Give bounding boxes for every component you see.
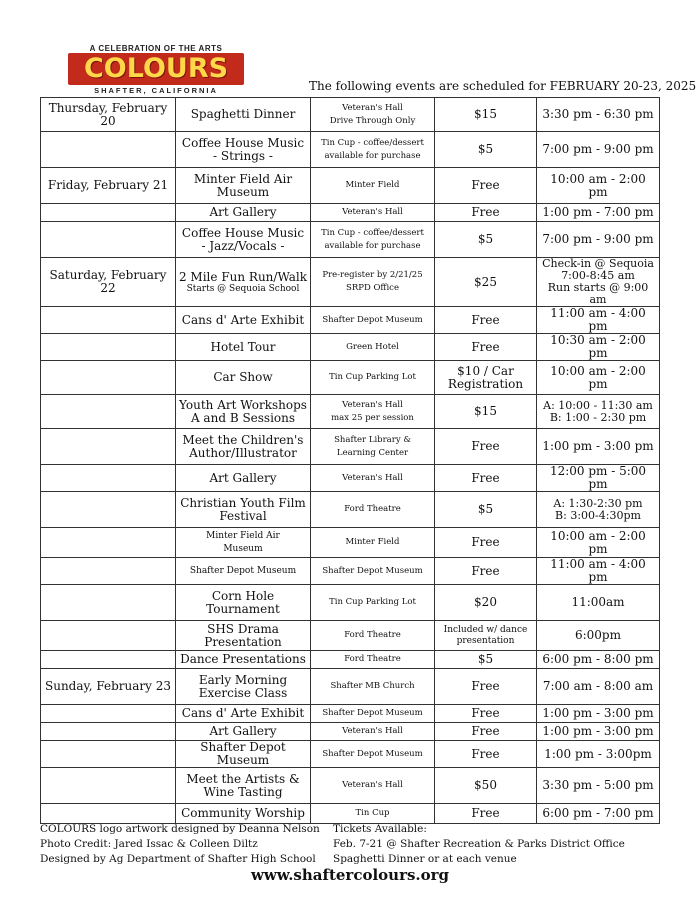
- price-cell-text: Free: [471, 706, 500, 720]
- venue-cell-text: Shafter Depot Museum: [322, 748, 423, 759]
- time-cell: [537, 204, 660, 222]
- day-cell: [41, 741, 176, 768]
- logo-wordmark: COLOURS: [83, 53, 229, 84]
- venue-cell: [311, 361, 435, 395]
- time-cell-text: 1:00 pm - 3:00 pm: [542, 724, 654, 738]
- event-cell-text: Art Gallery: [209, 724, 277, 738]
- venue-cell: [311, 98, 435, 132]
- credits-block: [40, 822, 320, 867]
- event-cell: [176, 204, 311, 222]
- table-row: [41, 804, 660, 824]
- price-cell: [435, 395, 537, 429]
- venue-cell-text: Tin Cup Parking Lot: [329, 372, 416, 382]
- time-cell: [537, 741, 660, 768]
- day-cell: [41, 705, 176, 723]
- day-cell: [41, 651, 176, 669]
- venue-cell: [311, 651, 435, 669]
- day-cell: [41, 395, 176, 429]
- event-cell: [176, 669, 311, 705]
- venue-cell-text: Tin Cup - coffee/dessert: [321, 227, 424, 238]
- time-cell: [537, 222, 660, 258]
- venue-cell: [311, 465, 435, 492]
- venue-cell-text: Green Hotel: [346, 341, 399, 352]
- price-cell: [435, 669, 537, 705]
- day-cell: [41, 768, 176, 804]
- day-cell: [41, 307, 176, 334]
- table-row: [41, 98, 660, 132]
- event-cell-text: Meet the Children's: [182, 432, 304, 447]
- website-link[interactable]: www.shaftercolours.org: [250, 866, 450, 884]
- table-row: [41, 651, 660, 669]
- tickets-line: Tickets Available:: [333, 823, 427, 835]
- event-cell-text: Minter Field Air: [206, 530, 280, 541]
- price-cell: [435, 741, 537, 768]
- time-cell-text: 6:00 pm - 7:00 pm: [542, 806, 654, 820]
- time-cell: [537, 395, 660, 429]
- venue-cell-text: Ford Theatre: [344, 504, 401, 514]
- price-cell-text: Free: [471, 312, 500, 327]
- price-cell: [435, 651, 537, 669]
- price-cell-text: $15: [474, 404, 497, 418]
- time-cell: [537, 651, 660, 669]
- venue-cell-text: Tin Cup - coffee/dessert: [321, 137, 424, 148]
- event-cell-text: 2 Mile Fun Run/Walk: [178, 269, 307, 284]
- price-cell-text: $15: [474, 107, 497, 121]
- time-cell: [537, 705, 660, 723]
- day-cell: [41, 585, 176, 621]
- event-cell-text: Dance Presentations: [180, 652, 306, 666]
- credit-line: Designed by Ag Department of Shafter High School: [40, 853, 316, 865]
- schedule-body: [41, 98, 660, 824]
- venue-cell-text: Shafter Depot Museum: [322, 565, 423, 576]
- day-cell: Thursday, February 20: [41, 98, 176, 132]
- time-cell: [537, 723, 660, 741]
- table-row: [41, 558, 660, 585]
- time-cell-text: 11:00am: [571, 595, 625, 609]
- event-cell: [176, 307, 311, 334]
- price-cell-text: Free: [471, 470, 500, 485]
- table-row: [41, 204, 660, 222]
- venue-cell: [311, 132, 435, 168]
- price-cell: [435, 168, 537, 204]
- time-cell-text: 7:00 pm - 9:00 pm: [542, 232, 654, 246]
- table-row: [41, 465, 660, 492]
- venue-cell: [311, 528, 435, 558]
- venue-cell-text: Minter Field: [345, 537, 400, 547]
- event-cell-text: Community Worship: [181, 806, 305, 820]
- price-cell-text: Free: [471, 724, 500, 738]
- venue-cell-text: Veteran's Hall: [342, 207, 403, 217]
- time-cell-text: 10:00 am - 2:00 pm: [550, 363, 646, 391]
- time-cell: [537, 558, 660, 585]
- time-cell: [537, 168, 660, 204]
- time-cell-text: 10:00 am - 2:00 pm: [550, 171, 646, 199]
- time-cell: [537, 669, 660, 705]
- venue-cell-text: Shafter Depot Museum: [322, 708, 423, 718]
- table-row: [41, 768, 660, 804]
- event-cell: [176, 258, 311, 307]
- schedule-intro: The following events are scheduled for FEBRUARY 20-23, 2025: [309, 79, 697, 93]
- time-cell: [537, 361, 660, 395]
- time-cell-text: 3:30 pm - 5:00 pm: [542, 778, 654, 792]
- price-cell-text: Free: [471, 806, 500, 820]
- time-cell: [537, 528, 660, 558]
- venue-cell: [311, 705, 435, 723]
- day-cell: [41, 723, 176, 741]
- price-cell: [435, 492, 537, 528]
- venue-cell-text: Veteran's Hall: [342, 726, 403, 736]
- price-cell-text: Free: [471, 339, 500, 354]
- venue-cell-text: Tin Cup: [355, 808, 390, 818]
- price-cell-text: Free: [471, 205, 500, 219]
- tickets-block: [333, 822, 625, 867]
- venue-cell-text: Minter Field: [345, 180, 400, 190]
- event-cell: [176, 768, 311, 804]
- day-cell: [41, 361, 176, 395]
- day-cell: [41, 465, 176, 492]
- logo-tagline: A CELEBRATION OF THE ARTS: [89, 44, 223, 53]
- time-cell-text: Check-in @ Sequoia: [542, 257, 654, 270]
- table-row: [41, 222, 660, 258]
- venue-cell-text: Pre-register by 2/21/25: [322, 270, 423, 280]
- logo-location: SHAFTER, CALIFORNIA: [94, 86, 218, 95]
- price-cell: [435, 528, 537, 558]
- price-cell: [435, 768, 537, 804]
- venue-cell-text: Shafter Library &: [334, 434, 411, 445]
- event-cell: [176, 132, 311, 168]
- logo-band: [68, 53, 244, 85]
- price-cell: [435, 429, 537, 465]
- time-cell: [537, 98, 660, 132]
- price-cell-text: Free: [471, 679, 500, 693]
- venue-cell-text: Shafter Depot Museum: [322, 314, 423, 325]
- price-cell: [435, 132, 537, 168]
- table-row: [41, 132, 660, 168]
- venue-cell-text: Shafter MB Church: [330, 681, 415, 691]
- event-cell: [176, 705, 311, 723]
- event-cell-text: Minter Field Air: [193, 171, 293, 186]
- day-cell: [41, 334, 176, 361]
- event-cell: [176, 528, 311, 558]
- price-cell: [435, 621, 537, 651]
- time-cell: [537, 465, 660, 492]
- time-cell-text: 10:30 am - 2:00 pm: [550, 333, 646, 360]
- time-cell-text: 7:00-8:45 am: [561, 269, 635, 282]
- event-cell: [176, 168, 311, 204]
- venue-cell-text: Veteran's Hall: [342, 399, 403, 410]
- time-cell-text: Run starts @ 9:00 am: [547, 281, 649, 306]
- colours-logo: [66, 44, 246, 96]
- time-cell-text: B: 1:00 - 2:30 pm: [549, 410, 647, 424]
- time-cell: [537, 621, 660, 651]
- event-cell-text: Christian Youth Film: [180, 495, 306, 510]
- event-cell-text: SHS Drama Presentation: [204, 621, 282, 649]
- day-cell: [41, 492, 176, 528]
- venue-cell: [311, 768, 435, 804]
- time-cell-text: 7:00 am - 8:00 am: [542, 679, 654, 693]
- price-cell-text: $10 / Car: [457, 363, 514, 378]
- venue-cell: [311, 222, 435, 258]
- day-cell: Sunday, February 23: [41, 669, 176, 705]
- table-row: [41, 258, 660, 307]
- event-cell-text: Art Gallery: [209, 205, 277, 219]
- event-cell: [176, 98, 311, 132]
- event-cell-text: Art Gallery: [209, 470, 277, 485]
- venue-cell-text: Tin Cup Parking Lot: [329, 597, 416, 607]
- price-cell-text: Free: [471, 563, 500, 578]
- venue-cell: [311, 204, 435, 222]
- price-cell: [435, 307, 537, 334]
- event-cell-text: A and B Sessions: [190, 410, 296, 425]
- venue-cell-text: Learning Center: [336, 447, 409, 458]
- event-cell: [176, 361, 311, 395]
- event-cell: [176, 723, 311, 741]
- event-cell: [176, 804, 311, 824]
- venue-cell: [311, 669, 435, 705]
- tickets-line: Feb. 7-21 @ Shafter Recreation & Parks District Office: [333, 838, 625, 850]
- event-cell-text: Festival: [219, 508, 267, 523]
- table-row: [41, 395, 660, 429]
- tickets-line: Spaghetti Dinner or at each venue: [333, 853, 517, 865]
- event-cell: [176, 395, 311, 429]
- price-cell-text: $5: [477, 142, 494, 156]
- price-cell: [435, 334, 537, 361]
- table-row: [41, 669, 660, 705]
- time-cell: [537, 132, 660, 168]
- table-row: [41, 585, 660, 621]
- day-cell: Friday, February 21: [41, 168, 176, 204]
- time-cell-text: 6:00 pm - 8:00 pm: [542, 652, 654, 666]
- event-cell-text: Meet the Artists &: [186, 771, 300, 786]
- day-cell: [41, 429, 176, 465]
- event-cell-text: Exercise Class: [198, 685, 288, 700]
- event-cell-text: Early Morning: [198, 672, 288, 687]
- time-cell: [537, 804, 660, 824]
- price-cell-text: Registration: [447, 376, 524, 391]
- time-cell-text: 11:00 am - 4:00 pm: [550, 557, 646, 584]
- event-subtitle: Starts @ Sequoia School: [186, 283, 300, 294]
- event-cell-text: Coffee House Music: [181, 135, 305, 150]
- time-cell-text: 1:00 pm - 7:00 pm: [542, 205, 654, 219]
- price-cell: [435, 804, 537, 824]
- price-cell-text: Free: [471, 746, 500, 761]
- price-cell: [435, 361, 537, 395]
- time-cell-text: 1:00 pm - 3:00 pm: [542, 439, 654, 453]
- event-cell: [176, 222, 311, 258]
- price-cell-text: presentation: [456, 635, 515, 646]
- price-cell-text: Free: [471, 439, 500, 453]
- time-cell: [537, 258, 660, 307]
- event-cell-text: Shafter Depot Museum: [189, 565, 297, 576]
- time-cell-text: 1:00 pm - 3:00 pm: [542, 706, 654, 720]
- time-cell: [537, 429, 660, 465]
- venue-cell-text: SRPD Office: [346, 283, 399, 293]
- venue-cell-text: Drive Through Only: [329, 115, 416, 126]
- table-row: [41, 429, 660, 465]
- day-cell: [41, 204, 176, 222]
- table-row: [41, 361, 660, 395]
- day-cell: [41, 804, 176, 824]
- table-row: [41, 334, 660, 361]
- event-cell-text: - Jazz/Vocals -: [201, 238, 285, 253]
- time-cell-text: 3:30 pm - 6:30 pm: [542, 107, 654, 121]
- venue-cell-text: available for purchase: [324, 240, 421, 251]
- venue-cell: [311, 334, 435, 361]
- event-cell: [176, 621, 311, 651]
- time-cell: [537, 585, 660, 621]
- venue-cell: [311, 307, 435, 334]
- event-cell-text: Corn Hole: [211, 588, 275, 603]
- time-cell-text: B: 3:00-4:30pm: [555, 508, 641, 522]
- venue-cell: [311, 395, 435, 429]
- table-row: [41, 705, 660, 723]
- time-cell-text: 11:00 am - 4:00 pm: [550, 306, 646, 333]
- event-cell: [176, 585, 311, 621]
- price-cell-text: Free: [471, 535, 500, 549]
- price-cell: [435, 585, 537, 621]
- venue-cell: [311, 741, 435, 768]
- price-cell-text: $50: [474, 778, 497, 792]
- venue-cell: [311, 429, 435, 465]
- event-cell: [176, 558, 311, 585]
- venue-cell: [311, 723, 435, 741]
- time-cell-text: 10:00 am - 2:00 pm: [550, 528, 646, 556]
- price-cell: [435, 222, 537, 258]
- time-cell: [537, 768, 660, 804]
- venue-cell-text: available for purchase: [324, 150, 421, 161]
- event-cell-text: Tournament: [206, 601, 280, 616]
- price-cell-text: $5: [477, 232, 494, 246]
- event-schedule-table: [40, 97, 660, 824]
- event-cell-text: Museum: [216, 184, 270, 199]
- event-cell-text: Museum: [223, 543, 263, 554]
- price-cell: [435, 723, 537, 741]
- venue-cell: [311, 492, 435, 528]
- event-cell-text: Coffee House Music: [181, 225, 305, 240]
- event-cell-text: Car Show: [213, 370, 273, 384]
- venue-cell-text: Ford Theatre: [344, 654, 401, 664]
- table-row: [41, 528, 660, 558]
- event-cell-text: Cans d' Arte Exhibit: [181, 312, 305, 327]
- time-cell: [537, 492, 660, 528]
- event-cell: [176, 465, 311, 492]
- event-cell: [176, 429, 311, 465]
- price-cell: [435, 98, 537, 132]
- price-cell-text: Free: [471, 178, 500, 192]
- price-cell-text: Included w/ dance: [443, 624, 528, 635]
- time-cell: [537, 334, 660, 361]
- day-cell: Saturday, February 22: [41, 258, 176, 307]
- event-cell: [176, 741, 311, 768]
- day-cell: [41, 222, 176, 258]
- time-cell-text: A: 10:00 - 11:30 am: [543, 398, 653, 412]
- table-row: [41, 723, 660, 741]
- venue-cell: [311, 558, 435, 585]
- table-row: [41, 621, 660, 651]
- table-row: [41, 168, 660, 204]
- event-cell-text: Hotel Tour: [210, 339, 276, 354]
- price-cell-text: $25: [474, 274, 497, 289]
- venue-cell: [311, 621, 435, 651]
- time-cell-text: 6:00pm: [574, 628, 621, 642]
- event-cell: [176, 492, 311, 528]
- event-cell: [176, 334, 311, 361]
- event-cell-text: Spaghetti Dinner: [190, 107, 296, 121]
- price-cell: [435, 705, 537, 723]
- venue-cell-text: Veteran's Hall: [342, 472, 403, 483]
- price-cell-text: $5: [477, 502, 494, 516]
- price-cell-text: $5: [477, 652, 494, 666]
- venue-cell-text: max 25 per session: [331, 412, 414, 423]
- venue-cell: [311, 168, 435, 204]
- day-cell: [41, 132, 176, 168]
- event-cell-text: Wine Tasting: [203, 784, 283, 799]
- time-cell-text: 7:00 pm - 9:00 pm: [542, 142, 654, 156]
- price-cell-text: $20: [474, 595, 497, 609]
- event-cell-text: Youth Art Workshops: [179, 397, 307, 412]
- time-cell-text: 1:00 pm - 3:00pm: [544, 746, 652, 761]
- venue-cell-text: Veteran's Hall: [342, 780, 403, 790]
- price-cell: [435, 465, 537, 492]
- day-cell: [41, 621, 176, 651]
- price-cell: [435, 204, 537, 222]
- table-row: [41, 307, 660, 334]
- venue-cell: [311, 585, 435, 621]
- event-cell-text: Shafter Depot Museum: [200, 740, 286, 767]
- credit-line: Photo Credit: Jared Issac & Colleen Diltz: [40, 838, 258, 850]
- table-row: [41, 492, 660, 528]
- price-cell: [435, 558, 537, 585]
- time-cell: [537, 307, 660, 334]
- day-cell: [41, 528, 176, 558]
- day-cell: [41, 558, 176, 585]
- venue-cell: [311, 258, 435, 307]
- event-cell-text: Cans d' Arte Exhibit: [181, 706, 305, 720]
- venue-cell: [311, 804, 435, 824]
- event-cell-text: - Strings -: [213, 148, 273, 163]
- event-cell: [176, 651, 311, 669]
- venue-cell-text: Ford Theatre: [344, 630, 401, 640]
- event-cell-text: Author/Illustrator: [189, 445, 297, 460]
- price-cell: [435, 258, 537, 307]
- credit-line: COLOURS logo artwork designed by Deanna Nelson: [40, 823, 320, 835]
- time-cell-text: A: 1:30-2:30 pm: [553, 496, 643, 510]
- time-cell-text: 12:00 pm - 5:00 pm: [549, 464, 647, 491]
- venue-cell-text: Veteran's Hall: [342, 102, 403, 113]
- table-row: [41, 741, 660, 768]
